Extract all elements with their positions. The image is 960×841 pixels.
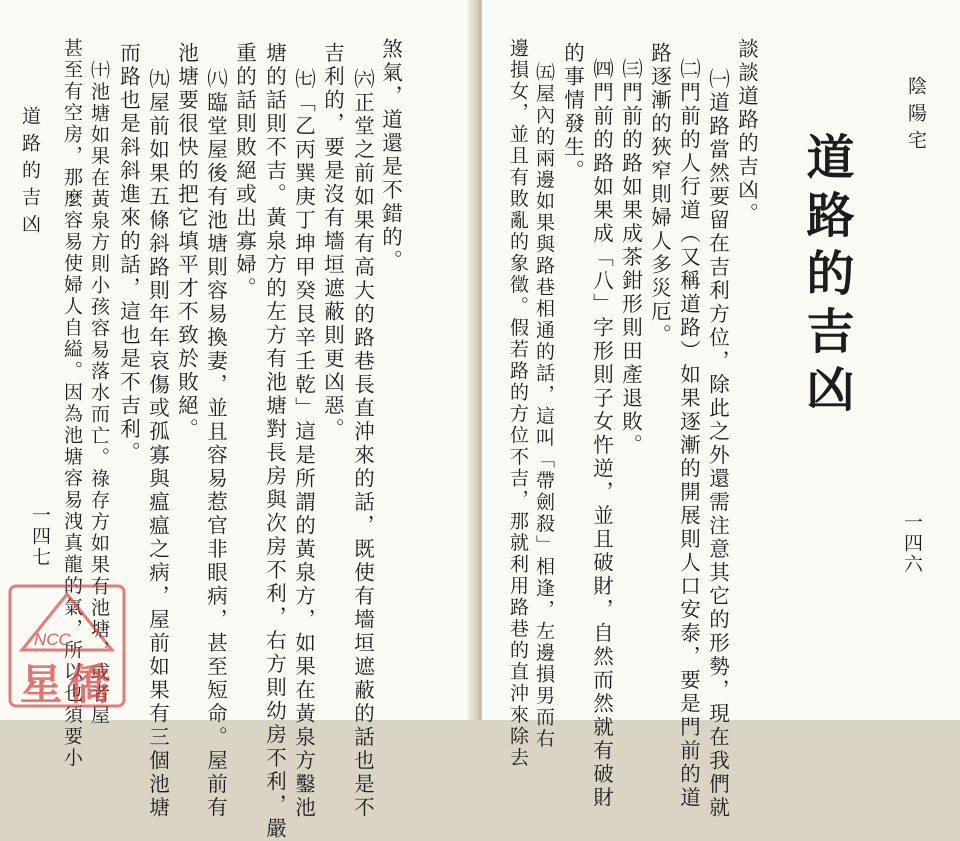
left-col-10: 而路也是斜斜進來的話，這也是不吉利。 — [116, 42, 141, 465]
left-col-12: 甚至有空房，那麼容易使婦人自縊。因為池塘容易洩真龍的氣，所以也須要小 — [61, 38, 83, 769]
left-col-4: ㈦「乙丙巽庚丁坤甲癸艮辛壬乾」這是所謂的黃泉方，如果在黃泉方鑿池 — [291, 68, 316, 820]
chapter-title: 道路的吉凶 — [798, 132, 854, 422]
right-col-7: 的事情發生。 — [560, 42, 585, 183]
right-col-1: 談談道路的吉凶。 — [734, 38, 759, 226]
left-col-11: ㈩池塘如果在黃泉方則小孩容易落水而亡。祿存方如果有池塘，或者屋 — [88, 60, 110, 727]
right-col-6: ㈣門前的路如果成「八」字形則子女忤逆，並且破財，自然而然就有破財 — [589, 58, 614, 810]
left-page — [0, 0, 478, 841]
left-running-title: 道路的吉凶 — [19, 106, 41, 241]
left-col-2: ㈥正堂之前如果有高大的路巷長直沖來的話，既使有墻垣遮蔽的話也是不 — [350, 68, 375, 820]
left-col-3: 吉利的，要是沒有墻垣遮蔽則更凶惡。 — [320, 42, 345, 442]
right-col-5: ㈢門前的路如果成茶鉗形則田產退敗。 — [618, 58, 643, 458]
right-col-4: 路逐漸的狹窄則婦人多災厄。 — [647, 42, 672, 348]
left-col-6: 重的話則敗絕或出寡婦。 — [232, 42, 257, 301]
right-col-9: 邊損女，並且有敗亂的象徵。假若路的方位不吉，那就利用路巷的直沖來除去 — [507, 38, 529, 769]
left-col-5: 塘的話則不吉。黃泉方的左方有池塘對長房與次房不利，右方則幼房不利，嚴 — [262, 42, 287, 841]
right-col-3: ㈡門前的人行道（又稱道路）如果逐漸的開展則人口安泰，要是門前的道 — [676, 58, 701, 810]
left-col-8: 池塘要很快的把它填平才不致於敗絕。 — [174, 42, 199, 442]
right-page — [482, 0, 960, 820]
left-col-7: ㈧臨堂屋後有池塘則容易換妻，並且容易惹官非眼病，甚至短命。屋前有 — [203, 68, 228, 820]
left-col-1: 煞氣，道還是不錯的。 — [378, 38, 403, 273]
left-page-number: 一四七 — [29, 505, 51, 568]
left-col-9: ㈨屋前如果五條斜路則年年哀傷或孤寡與瘟瘟之病，屋前如果有三個池塘 — [145, 68, 170, 820]
right-col-2: ㈠道路當然要留在吉利方位，除此之外還需注意其它的形勢，現在我們就 — [705, 68, 730, 820]
right-page-number: 一四六 — [901, 512, 923, 575]
right-running-title: 陰陽宅 — [905, 76, 927, 157]
stamp-cjk-text: 星僑 — [20, 660, 117, 709]
stamp-latin-text: NCC — [34, 630, 71, 649]
right-col-8: ㈤屋內的兩邊如果與路巷相通的話，這叫「帶劍殺」相逢，左邊損男而右 — [533, 62, 555, 750]
